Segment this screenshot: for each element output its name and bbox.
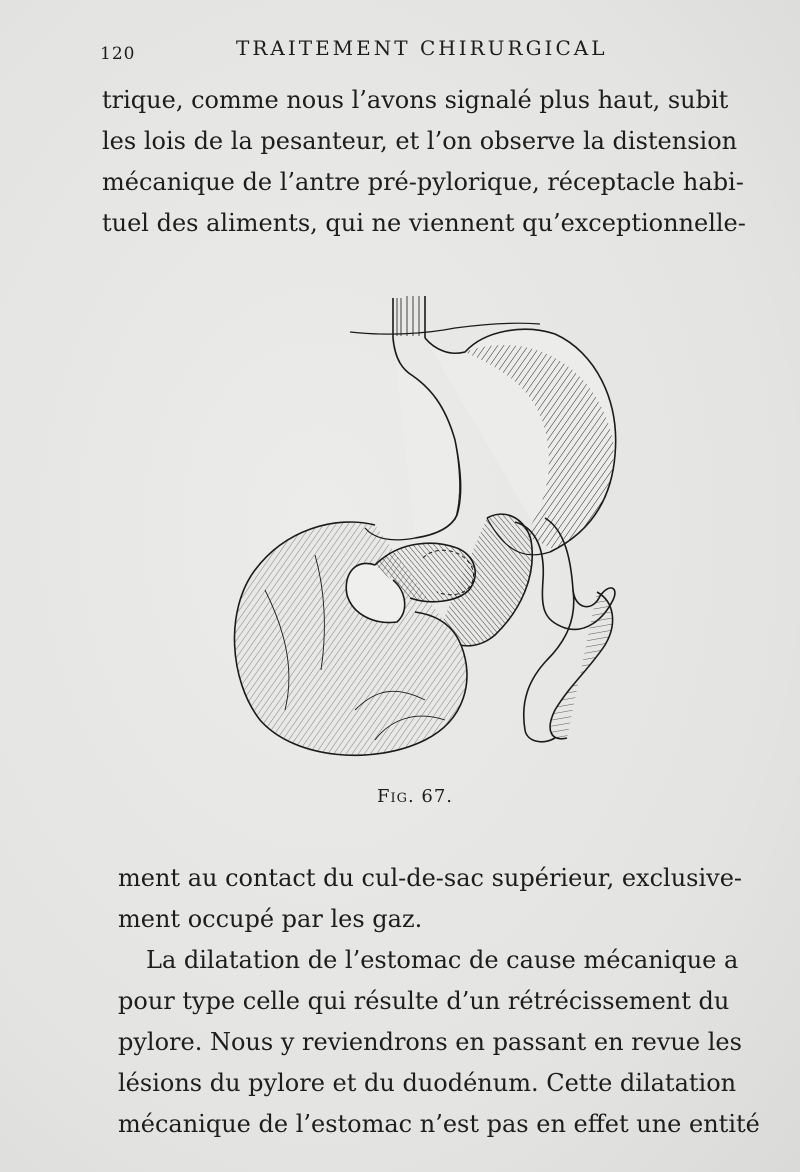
- text-line: pylore. Nous y reviendrons en passant en revue les: [118, 1028, 742, 1056]
- text-line: mécanique de l’antre pré-pylorique, réceptacle habi-: [102, 168, 744, 196]
- body-text-top: [102, 80, 754, 244]
- text-line: ment au contact du cul-de-sac supérieur, exclusive-: [118, 864, 743, 892]
- page-header: [100, 32, 660, 66]
- body-text-bottom: [118, 858, 768, 1145]
- text-line: lésions du pylore et du duodénum. Cette dilatation: [118, 1069, 737, 1097]
- page-number: 120: [100, 44, 136, 64]
- text-line: ment occupé par les gaz.: [118, 905, 423, 933]
- text-line: tuel des aliments, qui ne viennent qu’exceptionnelle-: [102, 209, 746, 237]
- text-line: La dilatation de l’estomac de cause mécanique a: [146, 946, 739, 974]
- text-line: les lois de la pesanteur, et l’on observe la distension: [102, 127, 738, 155]
- paragraph-next: [118, 940, 768, 1145]
- text-line: trique, comme nous l’avons signalé plus haut, subit: [102, 86, 729, 114]
- text-line: pour type celle qui résulte d’un rétrécissement du: [118, 987, 730, 1015]
- paragraph-continued: [102, 80, 754, 244]
- text-line: mécanique de l’estomac n’est pas en effet une entité: [118, 1110, 760, 1138]
- paragraph-end: [118, 858, 768, 940]
- stomach-illustration: [225, 290, 635, 770]
- stomach-illustration-icon: [225, 290, 635, 770]
- figure-caption-text: Fig. 67.: [376, 786, 454, 807]
- running-title: TRAITEMENT CHIRURGICAL: [236, 36, 608, 60]
- figure-caption: [0, 786, 800, 807]
